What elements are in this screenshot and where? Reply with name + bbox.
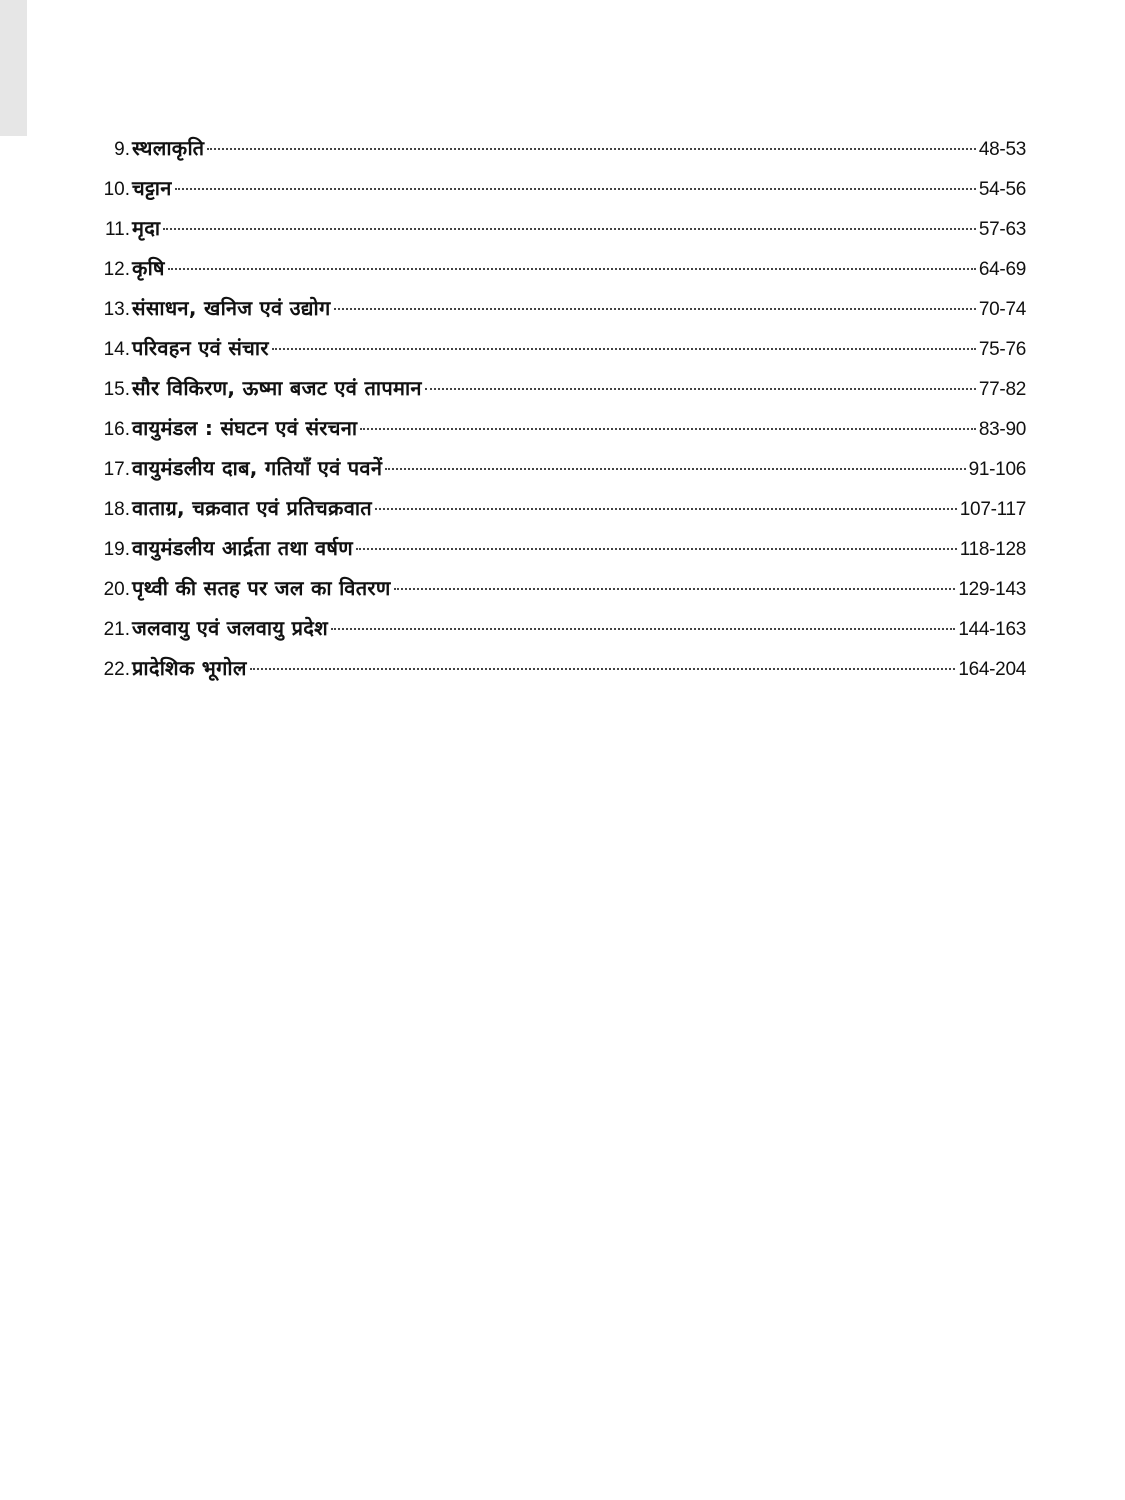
toc-entry-title: वाताग्र, चक्रवात एवं प्रतिचक्रवात [132,496,373,520]
dot-leader [375,508,957,510]
toc-entry-pages: 91-106 [968,459,1026,480]
toc-entry-title: चट्टान [132,176,172,200]
toc-entry-title: वायुमंडल : संघटन एवं संरचना [132,416,358,440]
toc-entry-title: पृथ्वी की सतह पर जल का वितरण [132,576,391,600]
dot-leader [394,588,956,590]
table-of-contents [96,133,1026,693]
toc-entry[interactable] [96,493,1026,533]
toc-entry[interactable] [96,253,1026,293]
toc-entry-number: 18. [103,499,130,520]
toc-entry-number: 19. [103,539,130,560]
toc-entry-pages: 144-163 [958,619,1026,640]
dot-leader [175,188,976,190]
toc-entry-pages: 129-143 [958,579,1026,600]
toc-entry[interactable] [96,653,1026,693]
toc-entry[interactable] [96,293,1026,333]
toc-entry-number: 15. [103,379,130,400]
toc-entry-title: वायुमंडलीय दाब, गतियाँ एवं पवनें [132,456,383,480]
toc-entry-number: 14. [103,339,130,360]
toc-entry-number: 9. [114,139,130,160]
dot-leader [334,308,976,310]
toc-entry-title: सौर विकिरण, ऊष्मा बजट एवं तापमान [132,376,422,400]
toc-entry-pages: 54-56 [978,179,1026,200]
toc-entry[interactable] [96,173,1026,213]
dot-leader [331,628,955,630]
toc-entry-title: जलवायु एवं जलवायु प्रदेश [132,616,329,640]
toc-entry-number: 10. [103,179,130,200]
dot-leader [385,468,965,470]
toc-entry-pages: 83-90 [978,419,1026,440]
toc-entry-title: कृषि [132,256,165,280]
toc-entry[interactable] [96,453,1026,493]
toc-entry-number: 22. [103,659,130,680]
toc-entry-pages: 164-204 [958,659,1026,680]
toc-entry-number: 17. [103,459,130,480]
toc-entry-number: 12. [103,259,130,280]
toc-entry-number: 16. [103,419,130,440]
toc-entry-title: प्रादेशिक भूगोल [132,656,247,680]
dot-leader [207,148,976,150]
dot-leader [425,388,976,390]
dot-leader [163,228,976,230]
toc-entry-number: 20. [103,579,130,600]
page-edge-tab [0,0,27,136]
toc-entry-pages: 107-117 [959,499,1026,520]
dot-leader [250,668,956,670]
toc-entry-pages: 75-76 [978,339,1026,360]
toc-entry-title: परिवहन एवं संचार [132,336,269,360]
toc-entry-pages: 57-63 [978,219,1026,240]
toc-entry[interactable] [96,133,1026,173]
toc-entry-pages: 48-53 [978,139,1026,160]
toc-entry[interactable] [96,213,1026,253]
toc-entry-title: वायुमंडलीय आर्द्रता तथा वर्षण [132,536,354,560]
toc-entry[interactable] [96,373,1026,413]
dot-leader [168,268,976,270]
toc-entry[interactable] [96,333,1026,373]
toc-entry-pages: 118-128 [959,539,1026,560]
toc-entry[interactable] [96,613,1026,653]
dot-leader [360,428,976,430]
toc-entry-title: स्थलाकृति [132,136,205,160]
toc-entry-number: 13. [103,299,130,320]
toc-entry-pages: 77-82 [978,379,1026,400]
toc-entry[interactable] [96,413,1026,453]
toc-entry[interactable] [96,573,1026,613]
toc-entry[interactable] [96,533,1026,573]
toc-entry-number: 21. [103,619,130,640]
toc-entry-number: 11. [104,219,130,240]
toc-entry-pages: 70-74 [978,299,1026,320]
toc-entry-title: मृदा [132,216,161,240]
toc-entry-title: संसाधन, खनिज एवं उद्योग [132,296,331,320]
dot-leader [356,548,957,550]
dot-leader [272,348,976,350]
toc-entry-pages: 64-69 [978,259,1026,280]
